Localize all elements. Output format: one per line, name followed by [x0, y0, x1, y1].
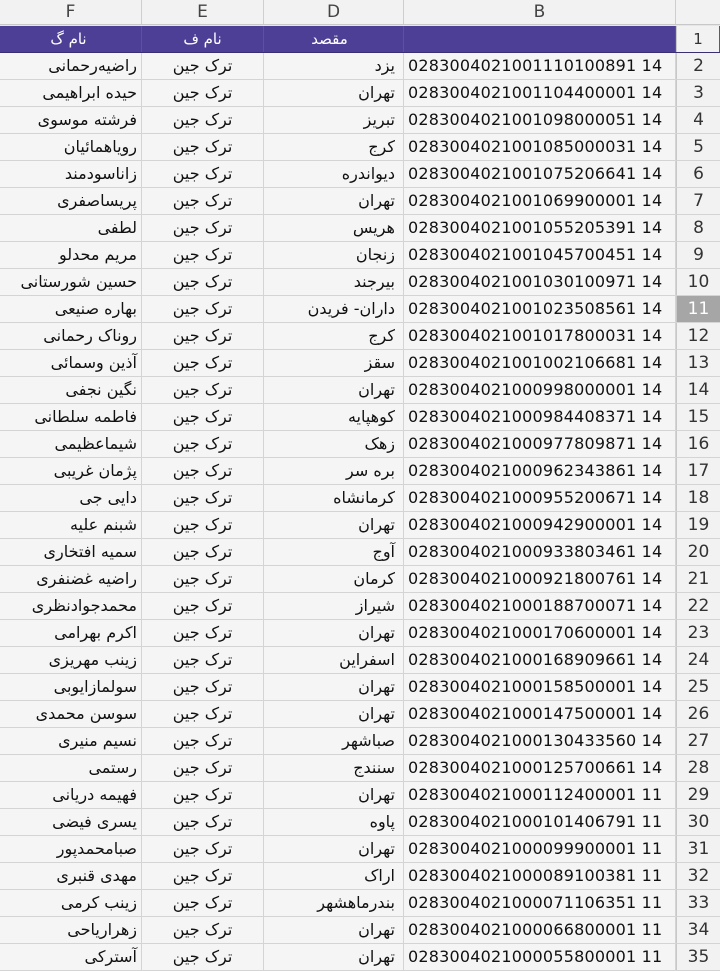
- cell-f[interactable]: زینب مهریزی: [0, 647, 142, 673]
- cell-f[interactable]: فهیمه دریانی: [0, 782, 142, 808]
- table-row: [0, 917, 720, 944]
- cell-d[interactable]: تهران: [264, 377, 404, 403]
- row-number[interactable]: 23: [676, 620, 720, 646]
- header-cell-f[interactable]: نام گ: [0, 26, 142, 52]
- cell-b[interactable]: 0283004021000955200671 14: [404, 485, 676, 511]
- cell-b[interactable]: 0283004021000977809871 14: [404, 431, 676, 457]
- cell-f[interactable]: محمدجوادنظری: [0, 593, 142, 619]
- table-row: [0, 809, 720, 836]
- cell-e[interactable]: ترک جین: [142, 485, 264, 511]
- cell-e[interactable]: ترک جین: [142, 458, 264, 484]
- cell-e[interactable]: ترک جین: [142, 674, 264, 700]
- cell-f[interactable]: دایی جی: [0, 485, 142, 511]
- row-number[interactable]: 32: [676, 863, 720, 889]
- table-row: [0, 674, 720, 701]
- table-row: [0, 53, 720, 80]
- cell-f[interactable]: آسترکی: [0, 944, 142, 970]
- cell-e[interactable]: ترک جین: [142, 620, 264, 646]
- cell-f[interactable]: سمیه افتخاری: [0, 539, 142, 565]
- cell-f[interactable]: حسین شورستانی: [0, 269, 142, 295]
- cell-d[interactable]: سقز: [264, 350, 404, 376]
- cell-b[interactable]: 0283004021001045700451 14: [404, 242, 676, 268]
- cell-f[interactable]: زهراریاحی: [0, 917, 142, 943]
- row-number[interactable]: 26: [676, 701, 720, 727]
- cell-d[interactable]: بره سر: [264, 458, 404, 484]
- cell-d[interactable]: بندرماهشهر: [264, 890, 404, 916]
- cell-b[interactable]: 0283004021000170600001 14: [404, 620, 676, 646]
- cell-d[interactable]: شیراز: [264, 593, 404, 619]
- cell-d[interactable]: تهران: [264, 674, 404, 700]
- cell-d[interactable]: داران- فریدن: [264, 296, 404, 322]
- cell-b[interactable]: 0283004021000112400001 11: [404, 782, 676, 808]
- cell-b[interactable]: 0283004021000998000001 14: [404, 377, 676, 403]
- row-number[interactable]: 8: [676, 215, 720, 241]
- table-row: [0, 107, 720, 134]
- cell-e[interactable]: ترک جین: [142, 890, 264, 916]
- cell-f[interactable]: رویاهمائیان: [0, 134, 142, 160]
- cell-b[interactable]: 0283004021000962343861 14: [404, 458, 676, 484]
- cell-b[interactable]: 0283004021001104400001 14: [404, 80, 676, 106]
- table-row: [0, 593, 720, 620]
- cell-e[interactable]: ترک جین: [142, 647, 264, 673]
- cell-f[interactable]: راضیه غضنفری: [0, 566, 142, 592]
- row-number[interactable]: 10: [676, 269, 720, 295]
- table-row: [0, 755, 720, 782]
- table-row: [0, 566, 720, 593]
- row-number[interactable]: 17: [676, 458, 720, 484]
- table-row: [0, 188, 720, 215]
- table-row: [0, 242, 720, 269]
- cell-b[interactable]: 0283004021001055205391 14: [404, 215, 676, 241]
- row-number[interactable]: 2: [676, 53, 720, 79]
- cell-b[interactable]: 0283004021000168909661 14: [404, 647, 676, 673]
- cell-b[interactable]: 0283004021001030100971 14: [404, 269, 676, 295]
- row-number[interactable]: 6: [676, 161, 720, 187]
- cell-d[interactable]: یزد: [264, 53, 404, 79]
- table-row: [0, 647, 720, 674]
- cell-d[interactable]: تهران: [264, 188, 404, 214]
- row-number[interactable]: 19: [676, 512, 720, 538]
- cell-f[interactable]: روناک رحمانی: [0, 323, 142, 349]
- cell-d[interactable]: پاوه: [264, 809, 404, 835]
- cell-b[interactable]: 0283004021000130433560 14: [404, 728, 676, 754]
- cell-d[interactable]: بیرجند: [264, 269, 404, 295]
- row-number[interactable]: 1: [676, 26, 720, 52]
- cell-d[interactable]: هریس: [264, 215, 404, 241]
- row-number[interactable]: 28: [676, 755, 720, 781]
- cell-e[interactable]: ترک جین: [142, 755, 264, 781]
- row-number[interactable]: 12: [676, 323, 720, 349]
- table-row: [0, 296, 720, 323]
- cell-f[interactable]: نسیم منیری: [0, 728, 142, 754]
- cell-grid: [0, 26, 720, 971]
- cell-b[interactable]: 0283004021001075206641 14: [404, 161, 676, 187]
- cell-f[interactable]: آذین وسمائی: [0, 350, 142, 376]
- cell-d[interactable]: تهران: [264, 620, 404, 646]
- column-header-d[interactable]: D: [264, 0, 404, 24]
- cell-d[interactable]: زهک: [264, 431, 404, 457]
- cell-f[interactable]: لطفی: [0, 215, 142, 241]
- cell-e[interactable]: ترک جین: [142, 107, 264, 133]
- cell-d[interactable]: اسفراین: [264, 647, 404, 673]
- cell-e[interactable]: ترک جین: [142, 296, 264, 322]
- cell-d[interactable]: تهران: [264, 80, 404, 106]
- cell-b[interactable]: 0283004021000071106351 11: [404, 890, 676, 916]
- cell-f[interactable]: حیده ابراهیمی: [0, 80, 142, 106]
- row-number[interactable]: 35: [676, 944, 720, 970]
- cell-e[interactable]: ترک جین: [142, 944, 264, 970]
- row-number[interactable]: 13: [676, 350, 720, 376]
- table-row: [0, 458, 720, 485]
- cell-f[interactable]: زینب کرمی: [0, 890, 142, 916]
- header-cell-d[interactable]: مقصد: [264, 26, 404, 52]
- cell-d[interactable]: زنجان: [264, 242, 404, 268]
- cell-e[interactable]: ترک جین: [142, 836, 264, 862]
- cell-d[interactable]: کرج: [264, 134, 404, 160]
- row-number[interactable]: 29: [676, 782, 720, 808]
- cell-e[interactable]: ترک جین: [142, 134, 264, 160]
- table-row: [0, 944, 720, 971]
- cell-d[interactable]: تهران: [264, 836, 404, 862]
- table-row: [0, 269, 720, 296]
- row-number[interactable]: 4: [676, 107, 720, 133]
- cell-f[interactable]: فرشته موسوی: [0, 107, 142, 133]
- cell-f[interactable]: شیماعظیمی: [0, 431, 142, 457]
- table-row: [0, 836, 720, 863]
- cell-f[interactable]: مریم محدلو: [0, 242, 142, 268]
- cell-b[interactable]: 0283004021000101406791 11: [404, 809, 676, 835]
- row-number[interactable]: 15: [676, 404, 720, 430]
- row-number[interactable]: 20: [676, 539, 720, 565]
- table-row: [0, 323, 720, 350]
- cell-e[interactable]: ترک جین: [142, 80, 264, 106]
- cell-e[interactable]: ترک جین: [142, 539, 264, 565]
- cell-b[interactable]: 0283004021000984408371 14: [404, 404, 676, 430]
- cell-f[interactable]: فاطمه سلطانی: [0, 404, 142, 430]
- cell-d[interactable]: تهران: [264, 701, 404, 727]
- row-number[interactable]: 21: [676, 566, 720, 592]
- cell-b[interactable]: 0283004021000942900001 14: [404, 512, 676, 538]
- cell-d[interactable]: کوهپایه: [264, 404, 404, 430]
- cell-f[interactable]: سوسن محمدی: [0, 701, 142, 727]
- table-row: [0, 404, 720, 431]
- cell-f[interactable]: اکرم بهرامی: [0, 620, 142, 646]
- cell-f[interactable]: نگین نجفی: [0, 377, 142, 403]
- header-cell-b[interactable]: [404, 26, 676, 52]
- cell-b[interactable]: 0283004021000066800001 11: [404, 917, 676, 943]
- cell-f[interactable]: مهدی قنبری: [0, 863, 142, 889]
- cell-e[interactable]: ترک جین: [142, 161, 264, 187]
- cell-e[interactable]: ترک جین: [142, 377, 264, 403]
- cell-d[interactable]: کرمان: [264, 566, 404, 592]
- row-number[interactable]: 31: [676, 836, 720, 862]
- row-number[interactable]: 25: [676, 674, 720, 700]
- select-all-corner[interactable]: [676, 0, 720, 24]
- cell-b[interactable]: 0283004021000188700071 14: [404, 593, 676, 619]
- cell-d[interactable]: تبریز: [264, 107, 404, 133]
- row-number[interactable]: 5: [676, 134, 720, 160]
- cell-b[interactable]: 0283004021001069900001 14: [404, 188, 676, 214]
- cell-f[interactable]: سولمازایوبی: [0, 674, 142, 700]
- cell-b[interactable]: 0283004021000921800761 14: [404, 566, 676, 592]
- cell-b[interactable]: 0283004021001017800031 14: [404, 323, 676, 349]
- cell-b[interactable]: 0283004021000147500001 14: [404, 701, 676, 727]
- table-row: [0, 377, 720, 404]
- cell-b[interactable]: 0283004021000933803461 14: [404, 539, 676, 565]
- row-number[interactable]: 9: [676, 242, 720, 268]
- row-number[interactable]: 11: [676, 296, 720, 322]
- cell-e[interactable]: ترک جین: [142, 863, 264, 889]
- cell-e[interactable]: ترک جین: [142, 53, 264, 79]
- table-row: [0, 890, 720, 917]
- cell-e[interactable]: ترک جین: [142, 242, 264, 268]
- header-cell-e[interactable]: نام ف: [142, 26, 264, 52]
- cell-e[interactable]: ترک جین: [142, 728, 264, 754]
- header-row: [0, 26, 720, 53]
- cell-b[interactable]: 0283004021001085000031 14: [404, 134, 676, 160]
- table-row: [0, 80, 720, 107]
- cell-d[interactable]: تهران: [264, 782, 404, 808]
- table-row: [0, 620, 720, 647]
- cell-f[interactable]: شبنم علیه: [0, 512, 142, 538]
- cell-b[interactable]: 0283004021001098000051 14: [404, 107, 676, 133]
- cell-d[interactable]: آوج: [264, 539, 404, 565]
- table-row: [0, 215, 720, 242]
- cell-e[interactable]: ترک جین: [142, 782, 264, 808]
- table-row: [0, 161, 720, 188]
- cell-e[interactable]: ترک جین: [142, 431, 264, 457]
- cell-f[interactable]: بهاره صنیعی: [0, 296, 142, 322]
- cell-d[interactable]: کرمانشاه: [264, 485, 404, 511]
- row-number[interactable]: 16: [676, 431, 720, 457]
- cell-b[interactable]: 0283004021000089100381 11: [404, 863, 676, 889]
- row-number[interactable]: 30: [676, 809, 720, 835]
- cell-e[interactable]: ترک جین: [142, 215, 264, 241]
- cell-b[interactable]: 0283004021001110100891 14: [404, 53, 676, 79]
- column-header-bar: [0, 0, 720, 25]
- cell-f[interactable]: رستمی: [0, 755, 142, 781]
- column-header-e[interactable]: E: [142, 0, 264, 24]
- cell-e[interactable]: ترک جین: [142, 404, 264, 430]
- row-number[interactable]: 33: [676, 890, 720, 916]
- cell-d[interactable]: تهران: [264, 917, 404, 943]
- table-row: [0, 512, 720, 539]
- cell-f[interactable]: زاناسودمند: [0, 161, 142, 187]
- cell-f[interactable]: پریساصفری: [0, 188, 142, 214]
- column-header-b[interactable]: B: [404, 0, 676, 24]
- cell-d[interactable]: دیواندره: [264, 161, 404, 187]
- row-number[interactable]: 24: [676, 647, 720, 673]
- row-number[interactable]: 18: [676, 485, 720, 511]
- cell-d[interactable]: کرج: [264, 323, 404, 349]
- cell-d[interactable]: سنندج: [264, 755, 404, 781]
- table-row: [0, 539, 720, 566]
- table-row: [0, 863, 720, 890]
- cell-e[interactable]: ترک جین: [142, 323, 264, 349]
- cell-b[interactable]: 0283004021001023508561 14: [404, 296, 676, 322]
- table-row: [0, 350, 720, 377]
- row-number[interactable]: 34: [676, 917, 720, 943]
- cell-b[interactable]: 0283004021000125700661 14: [404, 755, 676, 781]
- cell-e[interactable]: ترک جین: [142, 188, 264, 214]
- cell-f[interactable]: یسری فیضی: [0, 809, 142, 835]
- cell-e[interactable]: ترک جین: [142, 593, 264, 619]
- row-number[interactable]: 27: [676, 728, 720, 754]
- cell-e[interactable]: ترک جین: [142, 350, 264, 376]
- row-number[interactable]: 7: [676, 188, 720, 214]
- table-row: [0, 431, 720, 458]
- cell-e[interactable]: ترک جین: [142, 269, 264, 295]
- cell-d[interactable]: اراک: [264, 863, 404, 889]
- cell-b[interactable]: 0283004021001002106681 14: [404, 350, 676, 376]
- cell-b[interactable]: 0283004021000099900001 11: [404, 836, 676, 862]
- cell-e[interactable]: ترک جین: [142, 917, 264, 943]
- cell-e[interactable]: ترک جین: [142, 512, 264, 538]
- table-row: [0, 701, 720, 728]
- table-row: [0, 782, 720, 809]
- column-header-f[interactable]: F: [0, 0, 142, 24]
- row-number[interactable]: 14: [676, 377, 720, 403]
- cell-e[interactable]: ترک جین: [142, 809, 264, 835]
- cell-d[interactable]: صباشهر: [264, 728, 404, 754]
- cell-f[interactable]: پژمان غریبی: [0, 458, 142, 484]
- table-row: [0, 134, 720, 161]
- row-number[interactable]: 22: [676, 593, 720, 619]
- table-row: [0, 485, 720, 512]
- cell-b[interactable]: 0283004021000055800001 11: [404, 944, 676, 970]
- cell-f[interactable]: راضیه‌رحمانی: [0, 53, 142, 79]
- cell-e[interactable]: ترک جین: [142, 701, 264, 727]
- cell-e[interactable]: ترک جین: [142, 566, 264, 592]
- cell-d[interactable]: تهران: [264, 944, 404, 970]
- cell-f[interactable]: صبامحمدپور: [0, 836, 142, 862]
- cell-b[interactable]: 0283004021000158500001 14: [404, 674, 676, 700]
- cell-d[interactable]: تهران: [264, 512, 404, 538]
- table-row: [0, 728, 720, 755]
- row-number[interactable]: 3: [676, 80, 720, 106]
